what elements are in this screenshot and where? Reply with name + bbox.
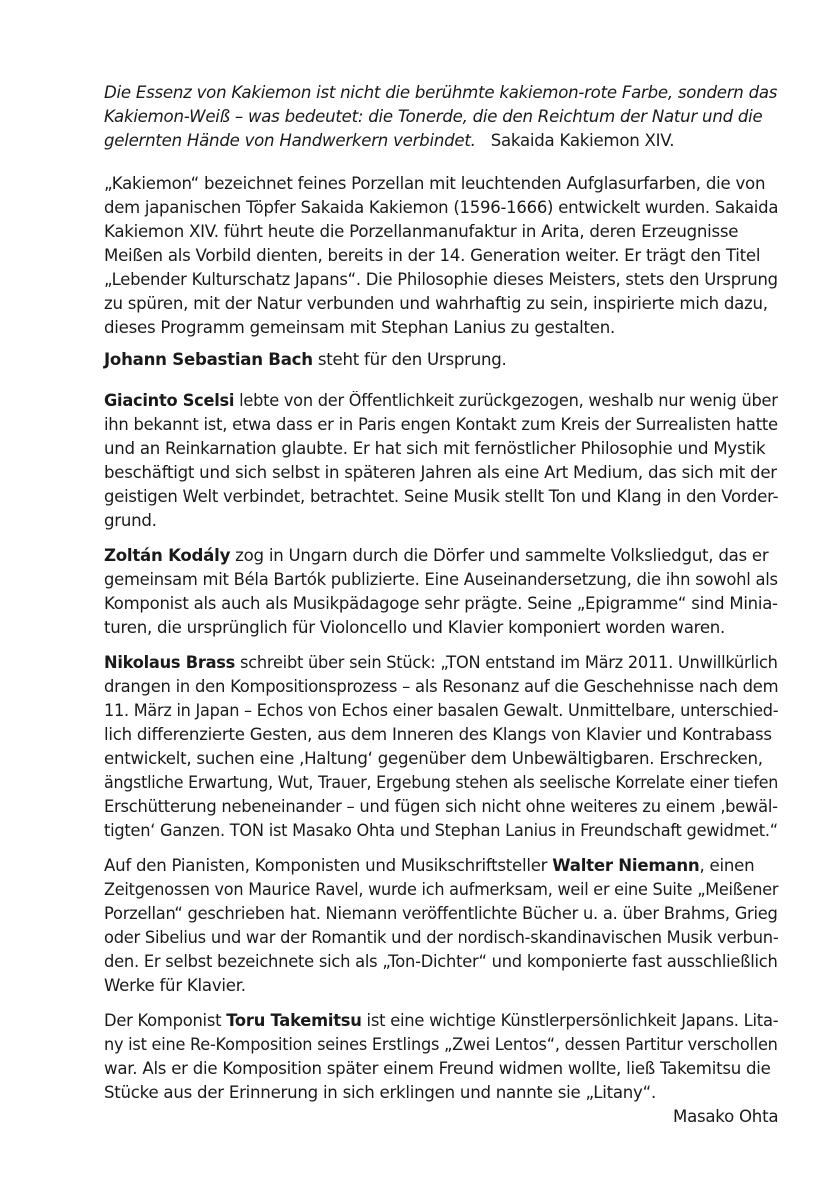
scelsi-line: geistigen Welt verbindet, betrachtet. Seine Musik stellt Ton und Klang in den Vorder- <box>104 487 779 506</box>
epigraph-line: Kakiemon-Weiß – was bedeutet: die Tonerde, die den Reichtum der Natur und die <box>104 107 763 126</box>
paragraph-text: lebte von der Öffentlichkeit zurückgezogen, weshalb nur wenig über <box>234 391 778 410</box>
takemitsu-line: ny ist eine Re-Komposition seines Erstlings „Zwei Lentos“, dessen Partitur verschollen <box>104 1035 778 1054</box>
intro-line: Meißen als Vorbild dienten, bereits in der 14. Generation weiter. Er trägt den Titel <box>104 246 761 265</box>
paragraph-text: steht für den Ursprung. <box>312 350 507 369</box>
bach-paragraph <box>104 348 507 372</box>
scelsi-line: und an Reinkarnation glaubte. Er hat sich mit fernöstlicher Philosophie und Mystik <box>104 439 766 458</box>
scelsi-line <box>104 389 778 413</box>
paragraph-text: Auf den Pianisten, Komponisten und Musikschriftsteller <box>104 856 553 875</box>
paragraph-text: Der Komponist <box>104 1011 227 1030</box>
kodaly-line: turen, die ursprünglich für Violoncello und Klavier komponiert worden waren. <box>104 618 726 637</box>
composer-name: Nikolaus Brass <box>104 653 236 672</box>
takemitsu-line <box>104 1009 778 1033</box>
takemitsu-line: war. Als er die Komposition später einem Freund widmen wollte, ließ Takemitsu die <box>104 1059 771 1078</box>
intro-line: Kakiemon XIV. führt heute die Porzellanmanufaktur in Arita, deren Erzeugnisse <box>104 222 739 241</box>
brass-line: lich differenzierte Gesten, aus dem Inneren des Klangs von Klavier und Kontrabass <box>104 725 772 744</box>
signature: Masako Ohta <box>673 1107 779 1126</box>
scelsi-line: ihn bekannt ist, etwa dass er in Paris engen Kontakt zum Kreis der Surrealisten hatte <box>104 415 778 434</box>
kodaly-line <box>104 544 768 568</box>
scelsi-line: grund. <box>104 511 157 530</box>
composer-name: Johann Sebastian Bach <box>104 350 313 369</box>
paragraph-text: schreibt über sein Stück: „TON entstand im März 2011. Unwillkürlich <box>235 653 778 672</box>
intro-line: „Kakiemon“ bezeichnet feines Porzellan mit leuchtenden Aufglasurfarben, die von <box>104 174 766 193</box>
kodaly-line: gemeinsam mit Béla Bartók publizierte. Eine Auseinandersetzung, die ihn sowohl als <box>104 570 778 589</box>
epigraph-text: gelernten Hände von Handwerkern verbindet. <box>104 131 476 150</box>
niemann-line: den. Er selbst bezeichnete sich als „Ton-Dichter“ und komponierte fast ausschließlich <box>104 952 778 971</box>
epigraph-attribution: Sakaida Kakiemon XIV. <box>490 131 675 150</box>
brass-line: tigten‘ Ganzen. TON ist Masako Ohta und Stephan Lanius in Freundschaft gewidmet.“ <box>104 821 778 840</box>
niemann-line <box>104 854 754 878</box>
epigraph-line: Die Essenz von Kakiemon ist nicht die berühmte kakiemon-rote Farbe, sondern das <box>104 83 778 102</box>
niemann-line: Zeitgenossen von Maurice Ravel, wurde ich aufmerksam, weil er eine Suite „Meißener <box>104 880 779 899</box>
intro-line: dieses Programm gemeinsam mit Stephan Lanius zu gestalten. <box>104 318 616 337</box>
brass-line: Erschütterung nebeneinander – und fügen sich nicht ohne weiteres zu einem ‚bewäl- <box>104 797 778 816</box>
brass-line <box>104 651 778 675</box>
niemann-line: Werke für Klavier. <box>104 976 246 995</box>
intro-line: „Lebender Kulturschatz Japans“. Die Philosophie dieses Meisters, stets den Ursprung <box>104 270 778 289</box>
brass-line: entwickelt, suchen eine ‚Haltung‘ gegenüber dem Unbewältigbaren. Erschrecken, <box>104 749 763 768</box>
intro-line: dem japanischen Töpfer Sakaida Kakiemon (1596-1666) entwickelt wurden. Sakaida <box>104 198 779 217</box>
composer-name: Walter Niemann <box>552 856 700 875</box>
brass-line: 11. März in Japan – Echos von Echos einer basalen Gewalt. Unmittelbare, unterschied- <box>104 701 779 720</box>
paragraph-text: , einen <box>699 856 755 875</box>
scelsi-line: beschäftigt und sich selbst in späteren Jahren als eine Art Medium, das sich mit der <box>104 463 777 482</box>
niemann-line: oder Sibelius und war der Romantik und der nordisch-skandinavischen Musik verbun- <box>104 928 779 947</box>
niemann-line: Porzellan“ geschrieben hat. Niemann veröffentlichte Bücher u. a. über Brahms, Grieg <box>104 904 778 923</box>
kodaly-line: Komponist als auch als Musikpädagoge sehr prägte. Seine „Epigramme“ sind Minia- <box>104 594 778 613</box>
takemitsu-line: Stücke aus der Erinnerung in sich erklingen und nannte sie „Litany“. <box>104 1083 656 1102</box>
intro-line: zu spüren, mit der Natur verbunden und wahrhaftig zu sein, inspirierte mich dazu, <box>104 294 768 313</box>
epigraph-line <box>104 129 674 153</box>
paragraph-text: zog in Ungarn durch die Dörfer und sammelte Volksliedgut, das er <box>230 546 769 565</box>
composer-name: Toru Takemitsu <box>226 1011 362 1030</box>
composer-name: Giacinto Scelsi <box>104 391 235 410</box>
brass-line: drangen in den Kompositionsprozess – als Resonanz auf die Geschehnisse nach dem <box>104 677 779 696</box>
composer-name: Zoltán Kodály <box>104 546 231 565</box>
paragraph-text: ist eine wichtige Künstlerpersönlichkeit Japans. Lita- <box>361 1011 779 1030</box>
brass-line: ängstliche Erwartung, Wut, Trauer, Ergebung stehen als seelische Korrelate einer tiefen <box>104 773 779 792</box>
